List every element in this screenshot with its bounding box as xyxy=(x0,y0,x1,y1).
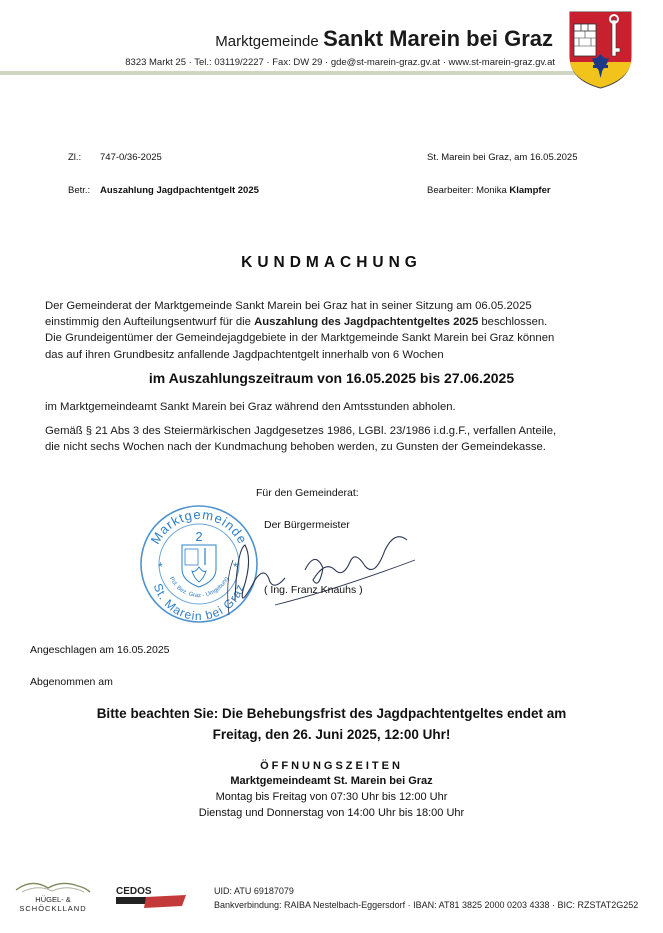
notice-line2: Freitag, den 26. Juni 2025, 12:00 Uhr! xyxy=(212,727,451,742)
notice-line1: Bitte beachten Sie: Die Behebungsfrist des Jagdpachtentgeltes endet am xyxy=(96,706,567,721)
logo1-line1: HÜGEL- & xyxy=(35,895,71,904)
p1-line1: Der Gemeinderat der Marktgemeinde Sankt Marein bei Graz hat in seiner Sitzung am 06.05.2025 xyxy=(45,300,532,312)
stamp-top-text: Marktgemeinde xyxy=(147,506,251,547)
stamp-star-left: * xyxy=(158,560,163,574)
posted-date: Angeschlagen am 16.05.2025 xyxy=(30,644,170,656)
opening-hours-line2: Dienstag und Donnerstag von 14:00 Uhr bis 18:00 Uhr xyxy=(198,807,465,819)
municipality-title xyxy=(0,26,553,52)
contact-line: 8323 Markt 25 · Tel.: 03119/2227 · Fax: DW 29 · gde@st-marein-graz.gv.at · www.st-marein-graz.gv.at xyxy=(125,57,555,68)
stamp-number: 2 xyxy=(195,529,203,544)
opening-hours-office: Marktgemeindeamt St. Marein bei Graz xyxy=(230,775,433,787)
signature-role: Der Bürgermeister xyxy=(264,519,350,531)
subject-label: Betr.: xyxy=(68,185,91,196)
payout-period: im Auszahlungszeitraum von 16.05.2025 bis 27.06.2025 xyxy=(148,370,515,386)
title-name: Sankt Marein bei Graz xyxy=(323,26,553,51)
p3-line1: Gemäß § 21 Abs 3 des Steiermärkischen Jagdgesetzes 1986, LGBl. 23/1986 i.d.g.F., verfallen Anteile, xyxy=(45,425,557,437)
opening-hours-line1: Montag bis Freitag von 07:30 Uhr bis 12:00 Uhr xyxy=(215,791,448,803)
cedos-logo xyxy=(114,884,189,914)
p1-line2-c: beschlossen. xyxy=(478,316,548,329)
paragraph-2: im Marktgemeindeamt Sankt Marein bei Graz während den Amtsstunden abholen. xyxy=(45,401,456,413)
stamp-inner-text: Pol. Bez. Graz - Umgebung xyxy=(167,576,231,600)
p1-line2 xyxy=(45,314,605,330)
clerk-name: Klampfer xyxy=(509,185,551,196)
logo1-line2: SCHÖCKLLAND xyxy=(19,904,87,913)
document-heading: KUNDMACHUNG xyxy=(241,254,422,271)
footer-uid: UID: ATU 69187079 xyxy=(214,886,294,896)
title-prefix: Marktgemeinde xyxy=(215,33,319,50)
opening-hours-title: ÖFFNUNGSZEITEN xyxy=(260,760,403,772)
paragraph-3 xyxy=(45,423,605,455)
place-date: St. Marein bei Graz, am 16.05.2025 xyxy=(427,152,578,163)
footer-bank: Bankverbindung: RAIBA Nestelbach-Eggersdorf · IBAN: AT81 3825 2000 0203 4338 · BIC: RZSTAT2G252 xyxy=(214,900,639,910)
stamp-star-right: * xyxy=(233,560,238,574)
p3-line2: die nicht sechs Wochen nach der Kundmachung behoben werden, zu Gunsten der Gemeindekasse. xyxy=(45,441,546,454)
reference-label: Zl.: xyxy=(68,152,82,163)
cedos-text: CEDOS xyxy=(116,886,152,897)
handwritten-signature xyxy=(215,520,420,620)
p1-line2-a: einstimmig den Aufteilungsentwurf für die xyxy=(45,316,255,329)
removed-date: Abgenommen am xyxy=(30,676,113,688)
reference-number: 747-0/36-2025 xyxy=(100,152,162,163)
subject-value: Auszahlung Jagdpachtentgelt 2025 xyxy=(100,185,259,196)
signature-for: Für den Gemeinderat: xyxy=(256,487,359,499)
clerk xyxy=(427,185,551,196)
clerk-label: Bearbeiter: Monika xyxy=(427,185,507,196)
stamp-bottom-text: St. Marein bei Graz xyxy=(150,581,248,624)
p1-line2-bold: Auszahlung des Jagdpachtentgeltes 2025 xyxy=(254,316,479,329)
coat-of-arms-icon xyxy=(568,10,633,90)
deadline-notice xyxy=(0,703,663,745)
header-divider xyxy=(0,71,600,75)
p1-line4: das auf ihren Grundbesitz anfallende Jagdpachtentgelt innerhalb von 6 Wochen xyxy=(45,348,444,361)
mayor-name: ( Ing. Franz Knauhs ) xyxy=(264,584,363,596)
huegel-schoeckland-logo xyxy=(12,876,94,916)
paragraph-1 xyxy=(45,298,605,363)
p1-line3: Die Grundeigentümer der Gemeindejagdgebiete in der Marktgemeinde Sankt Marein bei Graz können xyxy=(45,332,555,345)
